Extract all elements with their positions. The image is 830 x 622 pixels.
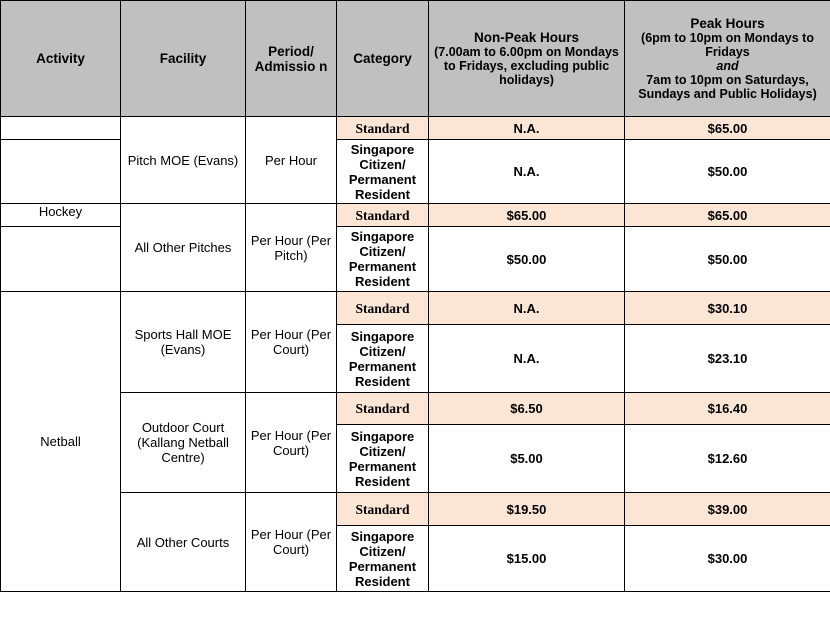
table-row xyxy=(1,117,830,140)
activity-blank xyxy=(1,117,121,140)
category-standard: Standard xyxy=(337,493,429,526)
facility-cell: All Other Courts xyxy=(121,493,246,592)
non-peak-price: N.A. xyxy=(429,117,625,140)
table-row xyxy=(1,204,830,227)
activity-blank xyxy=(1,140,121,204)
period-cell: Per Hour (Per Pitch) xyxy=(246,204,337,292)
table-row xyxy=(1,493,830,526)
peak-desc-2: 7am to 10pm on Saturdays, Sundays and Public Holidays) xyxy=(638,72,817,101)
header-facility: Facility xyxy=(121,1,246,117)
category-citizen: Singapore Citizen/ Permanent Resident xyxy=(337,325,429,393)
non-peak-price: $19.50 xyxy=(429,493,625,526)
category-citizen: Singapore Citizen/ Permanent Resident xyxy=(337,140,429,204)
peak-price: $65.00 xyxy=(625,117,830,140)
category-citizen: Singapore Citizen/ Permanent Resident xyxy=(337,425,429,493)
peak-price: $50.00 xyxy=(625,227,830,292)
peak-price: $30.10 xyxy=(625,292,830,325)
table-row xyxy=(1,292,830,325)
non-peak-price: N.A. xyxy=(429,325,625,393)
non-peak-title: Non-Peak Hours xyxy=(473,29,580,45)
header-activity: Activity xyxy=(1,1,121,117)
peak-price: $50.00 xyxy=(625,140,830,204)
peak-price: $12.60 xyxy=(625,425,830,493)
header-peak xyxy=(625,1,830,117)
peak-title: Peak Hours xyxy=(690,15,765,31)
table-row xyxy=(1,393,830,425)
peak-price: $65.00 xyxy=(625,204,830,227)
peak-and: and xyxy=(716,58,739,73)
header-period: Period/ Admissio n xyxy=(246,1,337,117)
peak-price: $30.00 xyxy=(625,526,830,592)
facility-cell: Pitch MOE (Evans) xyxy=(121,117,246,204)
category-citizen: Singapore Citizen/ Permanent Resident xyxy=(337,526,429,592)
non-peak-desc: (7.00am to 6.00pm on Mondays to Fridays, excluding public holidays) xyxy=(434,44,619,87)
activity-cell: Netball xyxy=(1,292,121,592)
non-peak-price: $5.00 xyxy=(429,425,625,493)
header-category: Category xyxy=(337,1,429,117)
header-non-peak xyxy=(429,1,625,117)
non-peak-price: $65.00 xyxy=(429,204,625,227)
peak-price: $16.40 xyxy=(625,393,830,425)
peak-desc-1: (6pm to 10pm on Mondays to Fridays xyxy=(641,30,814,59)
non-peak-price: $6.50 xyxy=(429,393,625,425)
period-cell: Per Hour (Per Court) xyxy=(246,493,337,592)
non-peak-price: N.A. xyxy=(429,140,625,204)
category-standard: Standard xyxy=(337,292,429,325)
activity-cell: Hockey xyxy=(1,204,121,227)
period-cell: Per Hour (Per Court) xyxy=(246,393,337,493)
activity-blank xyxy=(1,227,121,292)
non-peak-price: $15.00 xyxy=(429,526,625,592)
header-row xyxy=(1,1,830,117)
non-peak-price: N.A. xyxy=(429,292,625,325)
period-cell: Per Hour (Per Court) xyxy=(246,292,337,393)
facility-cell: Outdoor Court (Kallang Netball Centre) xyxy=(121,393,246,493)
peak-price: $39.00 xyxy=(625,493,830,526)
peak-price: $23.10 xyxy=(625,325,830,393)
non-peak-price: $50.00 xyxy=(429,227,625,292)
period-cell: Per Hour xyxy=(246,117,337,204)
category-standard: Standard xyxy=(337,393,429,425)
facility-cell: All Other Pitches xyxy=(121,204,246,292)
category-standard: Standard xyxy=(337,204,429,227)
category-standard: Standard xyxy=(337,117,429,140)
facility-cell: Sports Hall MOE (Evans) xyxy=(121,292,246,393)
category-citizen: Singapore Citizen/ Permanent Resident xyxy=(337,227,429,292)
